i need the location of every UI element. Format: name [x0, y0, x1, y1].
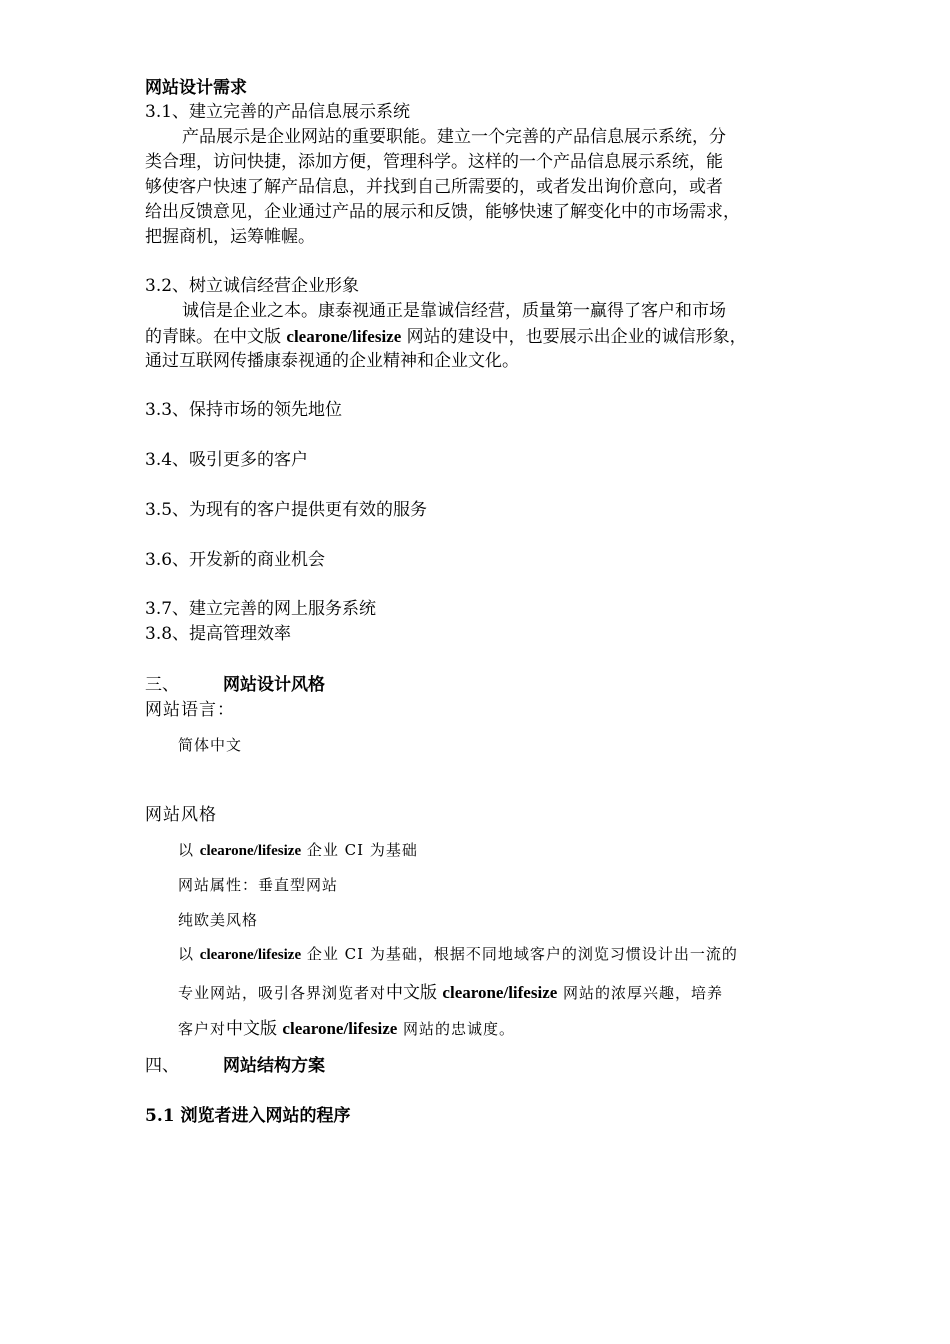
- language-label: 网站语言：: [145, 700, 235, 720]
- text: 专业网站，吸引各界浏览者对: [178, 984, 387, 1002]
- paragraph-line: 把握商机，运筹帷幄。: [145, 227, 315, 247]
- style-paragraph-line: [178, 942, 738, 968]
- text: 网站的忠诚度。: [397, 1020, 516, 1038]
- paragraph-line: 诚信是企业之本。康泰视通正是靠诚信经营，质量第一赢得了客户和市场: [182, 301, 726, 321]
- paragraph-line: 通过互联网传播康泰视通的企业精神和企业文化。: [145, 351, 519, 371]
- paragraph-line: [145, 324, 747, 350]
- section-3-3-title: 3.3、保持市场的领先地位: [145, 400, 343, 420]
- text: 企业 CI 为基础: [301, 841, 418, 859]
- brand-name: clearone/lifesize: [282, 1019, 398, 1038]
- brand-name: clearone/lifesize: [286, 327, 402, 346]
- paragraph-line: 够使客户快速了解产品信息，并找到自己所需要的，或者发出询价意向，或者: [145, 177, 723, 197]
- paragraph-line: 给出反馈意见，企业通过产品的展示和反馈，能够快速了解变化中的市场需求，: [145, 202, 740, 222]
- brand-name: clearone/lifesize: [442, 983, 558, 1002]
- section-number: 四、: [145, 1056, 179, 1076]
- section-3-5-title: 3.5、为现有的客户提供更有效的服务: [145, 500, 428, 520]
- text: 企业 CI 为基础，根据不同地域客户的浏览习惯设计出一流的: [301, 945, 738, 963]
- brand-name: clearone/lifesize: [199, 947, 302, 963]
- text: 以: [178, 841, 200, 859]
- style-item: 网站属性：垂直型网站: [178, 876, 339, 894]
- section-5-1-title: 5.1 浏览者进入网站的程序: [145, 1106, 351, 1126]
- language-value: 简体中文: [178, 736, 243, 754]
- section-3-8-title: 3.8、提高管理效率: [145, 624, 292, 644]
- style-label: 网站风格: [145, 805, 217, 825]
- section-number: 三、: [145, 675, 179, 695]
- text: 网站的浓厚兴趣，培养: [557, 984, 724, 1002]
- style-paragraph-line: [178, 980, 723, 1006]
- section-3-7-title: 3.7、建立完善的网上服务系统: [145, 599, 377, 619]
- text: 客户对: [178, 1020, 227, 1038]
- section-4-heading: [145, 1054, 325, 1079]
- brand-name: clearone/lifesize: [199, 843, 302, 859]
- heading-requirements: 网站设计需求: [145, 78, 247, 98]
- paragraph-line: 类合理，访问快捷，添加方便，管理科学。这样的一个产品信息展示系统，能: [145, 152, 723, 172]
- style-item: 纯欧美风格: [178, 911, 259, 929]
- text: 中文版: [226, 1019, 283, 1039]
- section-3-6-title: 3.6、开发新的商业机会: [145, 550, 326, 570]
- section-3-heading: [145, 673, 325, 698]
- text: 网站的建设中，也要展示出企业的诚信形象，: [401, 327, 747, 347]
- style-item: [178, 838, 418, 864]
- style-paragraph-line: [178, 1016, 515, 1042]
- section-title: 网站结构方案: [223, 1056, 325, 1076]
- section-3-1-title: 3.1、建立完善的产品信息展示系统: [145, 102, 411, 122]
- section-3-4-title: 3.4、吸引更多的客户: [145, 450, 309, 470]
- paragraph-line: 产品展示是企业网站的重要职能。建立一个完善的产品信息展示系统，分: [182, 127, 726, 147]
- section-3-2-title: 3.2、树立诚信经营企业形象: [145, 276, 360, 296]
- text: 的青睐。在中文版: [145, 327, 287, 347]
- text: 以: [178, 945, 200, 963]
- text: 中文版: [386, 983, 443, 1003]
- section-title: 网站设计风格: [223, 675, 325, 695]
